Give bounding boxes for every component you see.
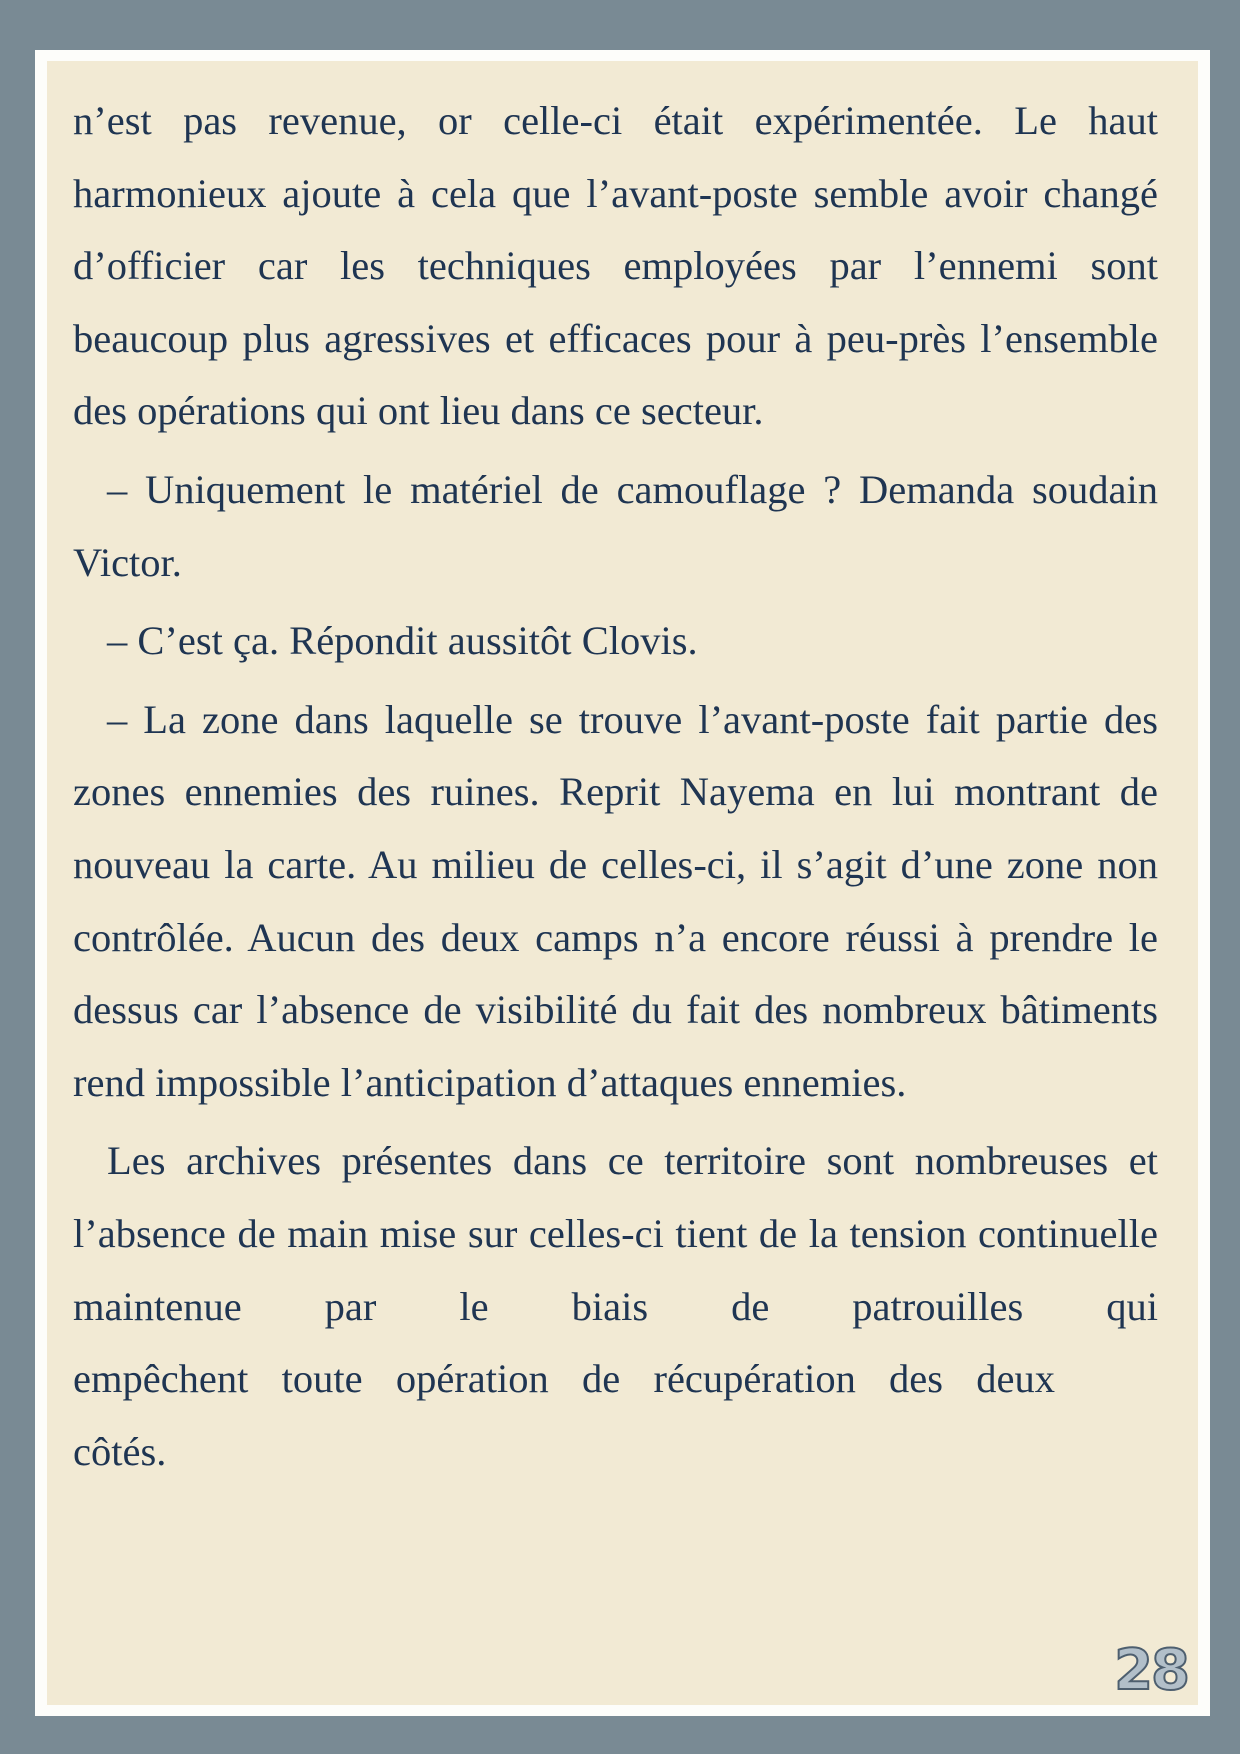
paragraph-1: n’est pas revenue, or celle-ci était expérimentée. Le haut harmonieux ajoute à cela que l’avant-poste semble avoir changé d’officier car les techniques employées par l’ennemi sont beaucoup plus agressives et efficaces pour à peu-près l’ensemble des opérations qui ont lieu dans ce secteur. [73, 98, 1158, 434]
paragraph-5-last-line: côtés. [73, 1428, 167, 1474]
book-page [47, 61, 1198, 1705]
paragraph-4: – La zone dans laquelle se trouve l’avant-poste fait partie des zones ennemies des ruines. Reprit Nayema en lui montrant de nouveau la carte. Au milieu de celles-ci, il s’agit d’une zone non contrôlée. Aucun des deux camps n’a encore réussi à prendre le dessus car l’absence de visibilité du fait des nombreux bâtiments rend impossible l’anticipation d’attaques ennemies. [73, 696, 1158, 1105]
page-body-text [73, 85, 1158, 1488]
paragraph-5-lines: Les archives présentes dans ce territoire sont nombreuses et l’absence de main mise sur celles-ci tient de la tension continuelle maintenue par le biais de patrouilles qui [73, 1138, 1158, 1329]
paragraph-5 [73, 1125, 1158, 1488]
paragraph-3: – C’est ça. Répondit aussitôt Clovis. [107, 618, 698, 664]
paragraph-5-line-short: empêchent toute opération de récupération des deux [73, 1356, 1055, 1402]
page-number: 28 [1114, 1638, 1188, 1703]
paragraph-2: – Uniquement le matériel de camouflage ? Demanda soudain Victor. [73, 466, 1158, 585]
